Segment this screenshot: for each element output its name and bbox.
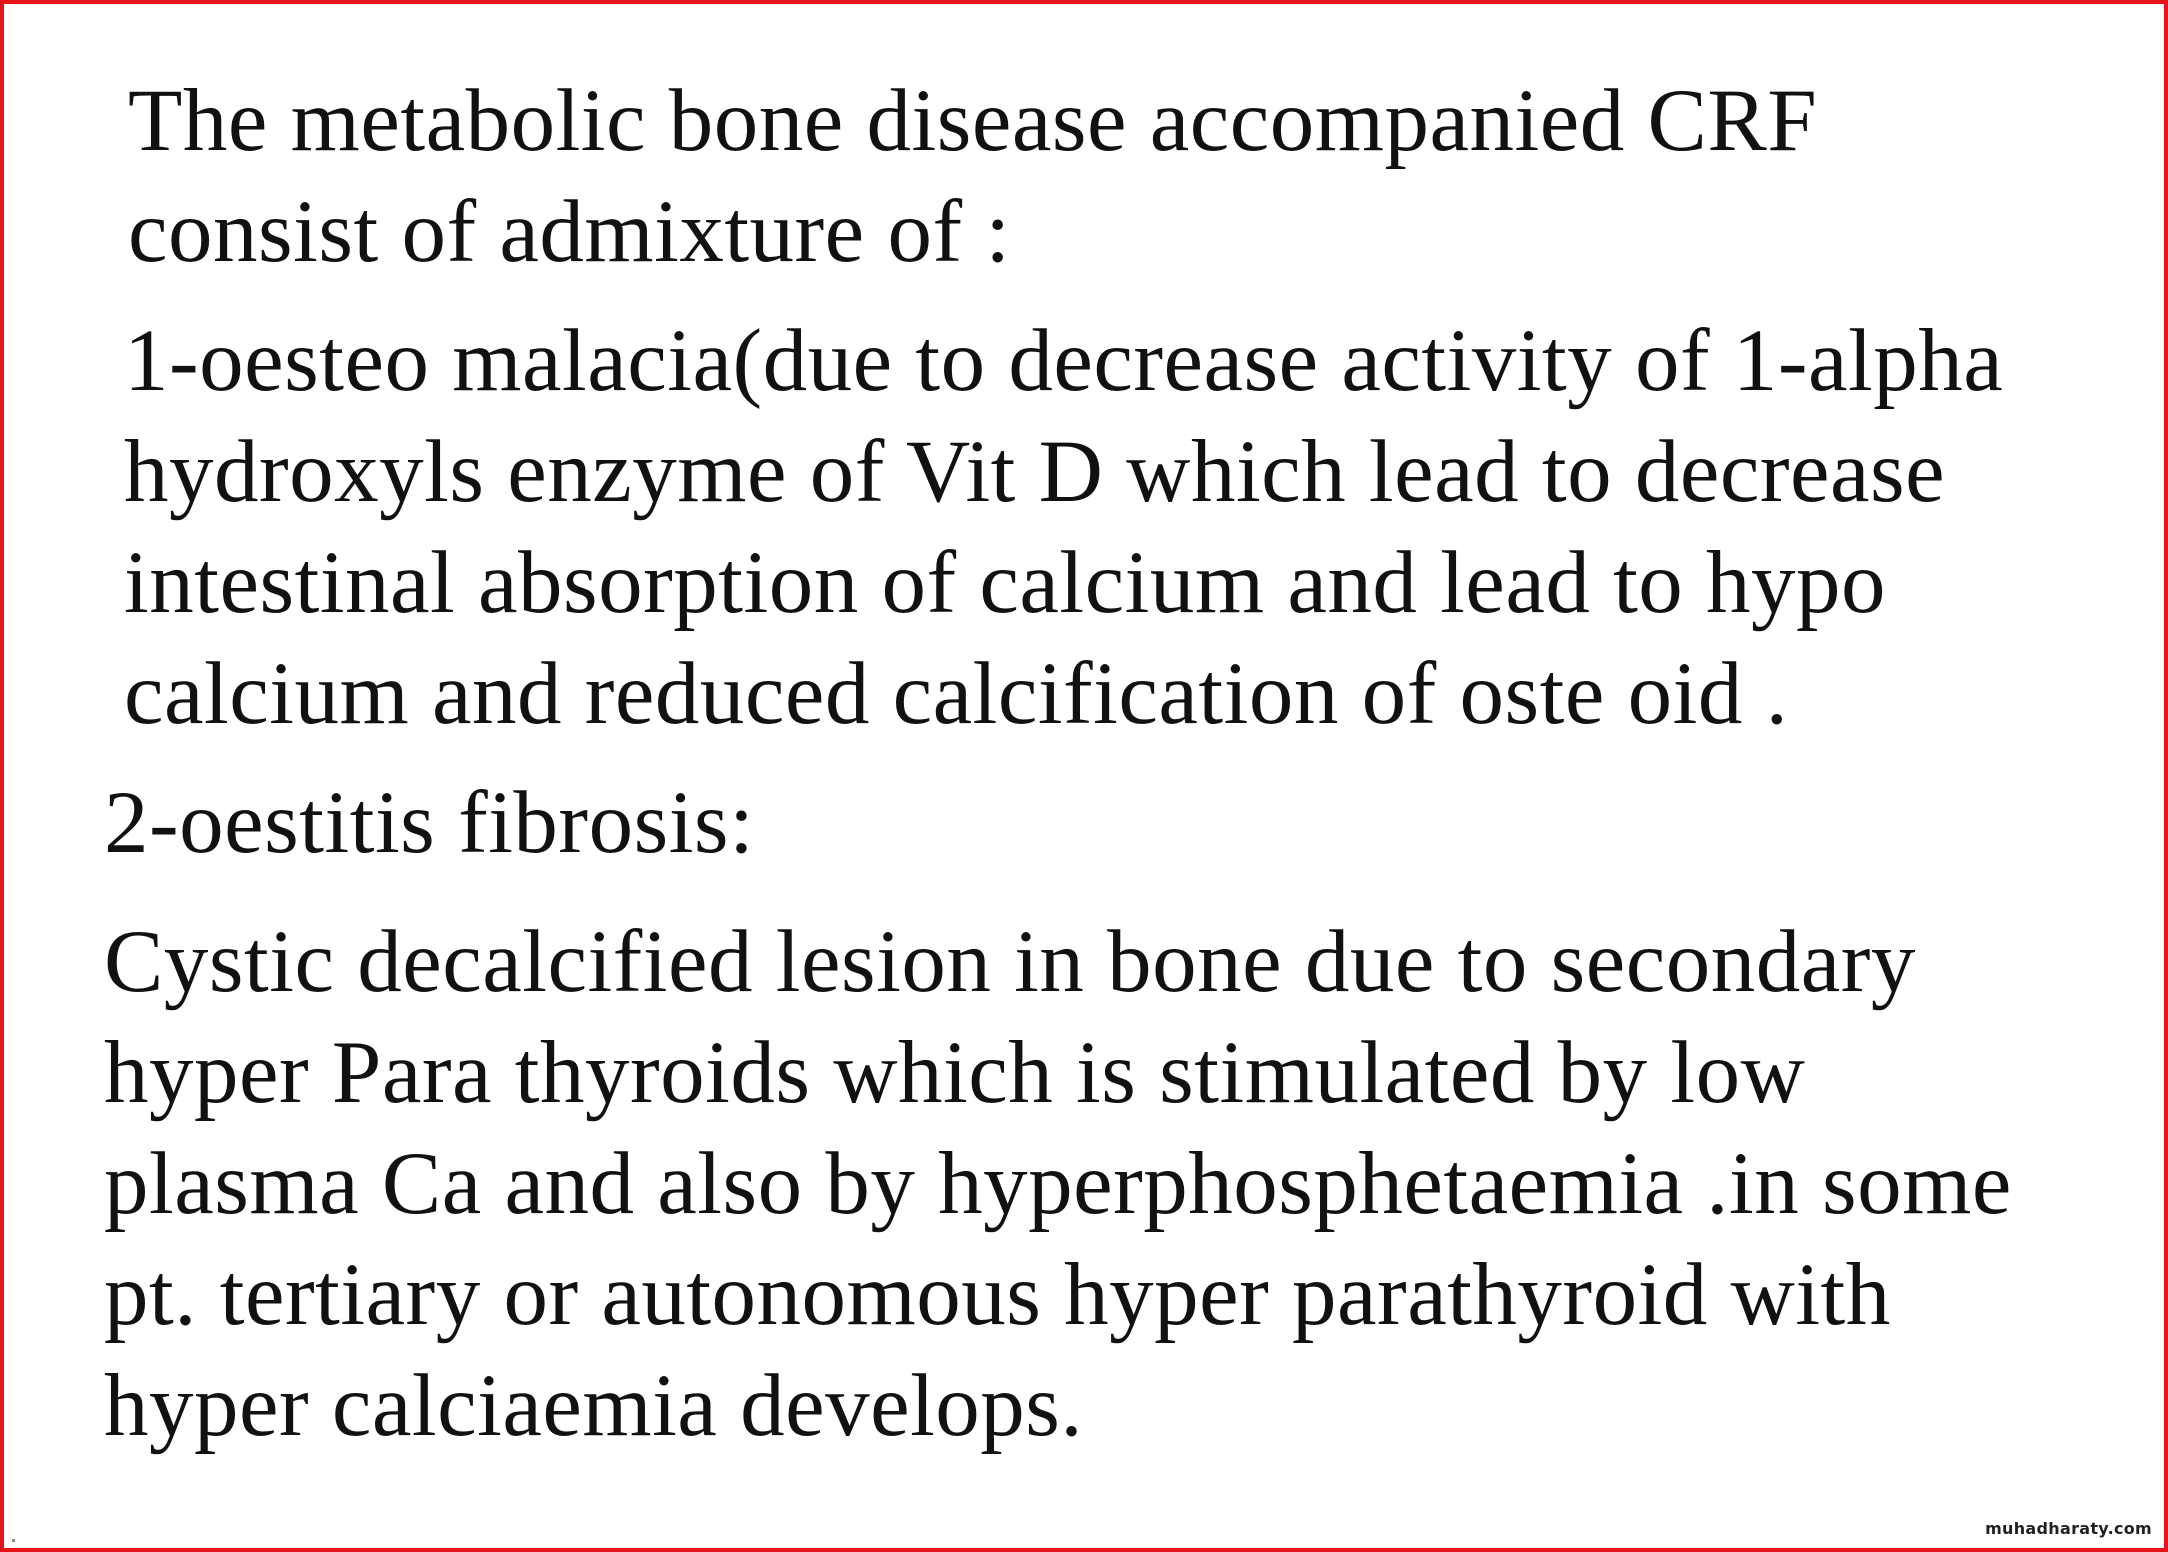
osteitis-heading — [104, 768, 2064, 879]
intro-paragraph — [128, 66, 2064, 288]
corner-dot — [12, 1539, 15, 1542]
text-line: pt. tertiary or autonomous hyper parathyroid with — [104, 1246, 1891, 1344]
text-line: hyper calciaemia develops. — [104, 1357, 1084, 1455]
osteitis-paragraph — [104, 907, 2064, 1462]
text-line: 2-oestitis fibrosis: — [104, 774, 755, 872]
osteomalacia-paragraph — [124, 306, 2064, 750]
text-line: 1-oesteo malacia(due to decrease activity of 1-alpha — [124, 312, 2004, 410]
text-line: The metabolic bone disease accompanied CRF — [128, 72, 1818, 170]
text-line: Cystic decalcified lesion in bone due to secondary — [104, 913, 1916, 1011]
text-line: intestinal absorption of calcium and lead to hypo — [124, 534, 1887, 632]
text-line: consist of admixture of : — [128, 183, 1011, 281]
slide-content — [104, 66, 2064, 1462]
watermark: muhadharaty.com — [1985, 1519, 2152, 1538]
text-line: calcium and reduced calcification of oste oid . — [124, 645, 1789, 743]
text-line: plasma Ca and also by hyperphosphetaemia .in some — [104, 1135, 2012, 1233]
text-line: hydroxyls enzyme of Vit D which lead to decrease — [124, 423, 1946, 521]
text-line: hyper Para thyroids which is stimulated by low — [104, 1024, 1806, 1122]
